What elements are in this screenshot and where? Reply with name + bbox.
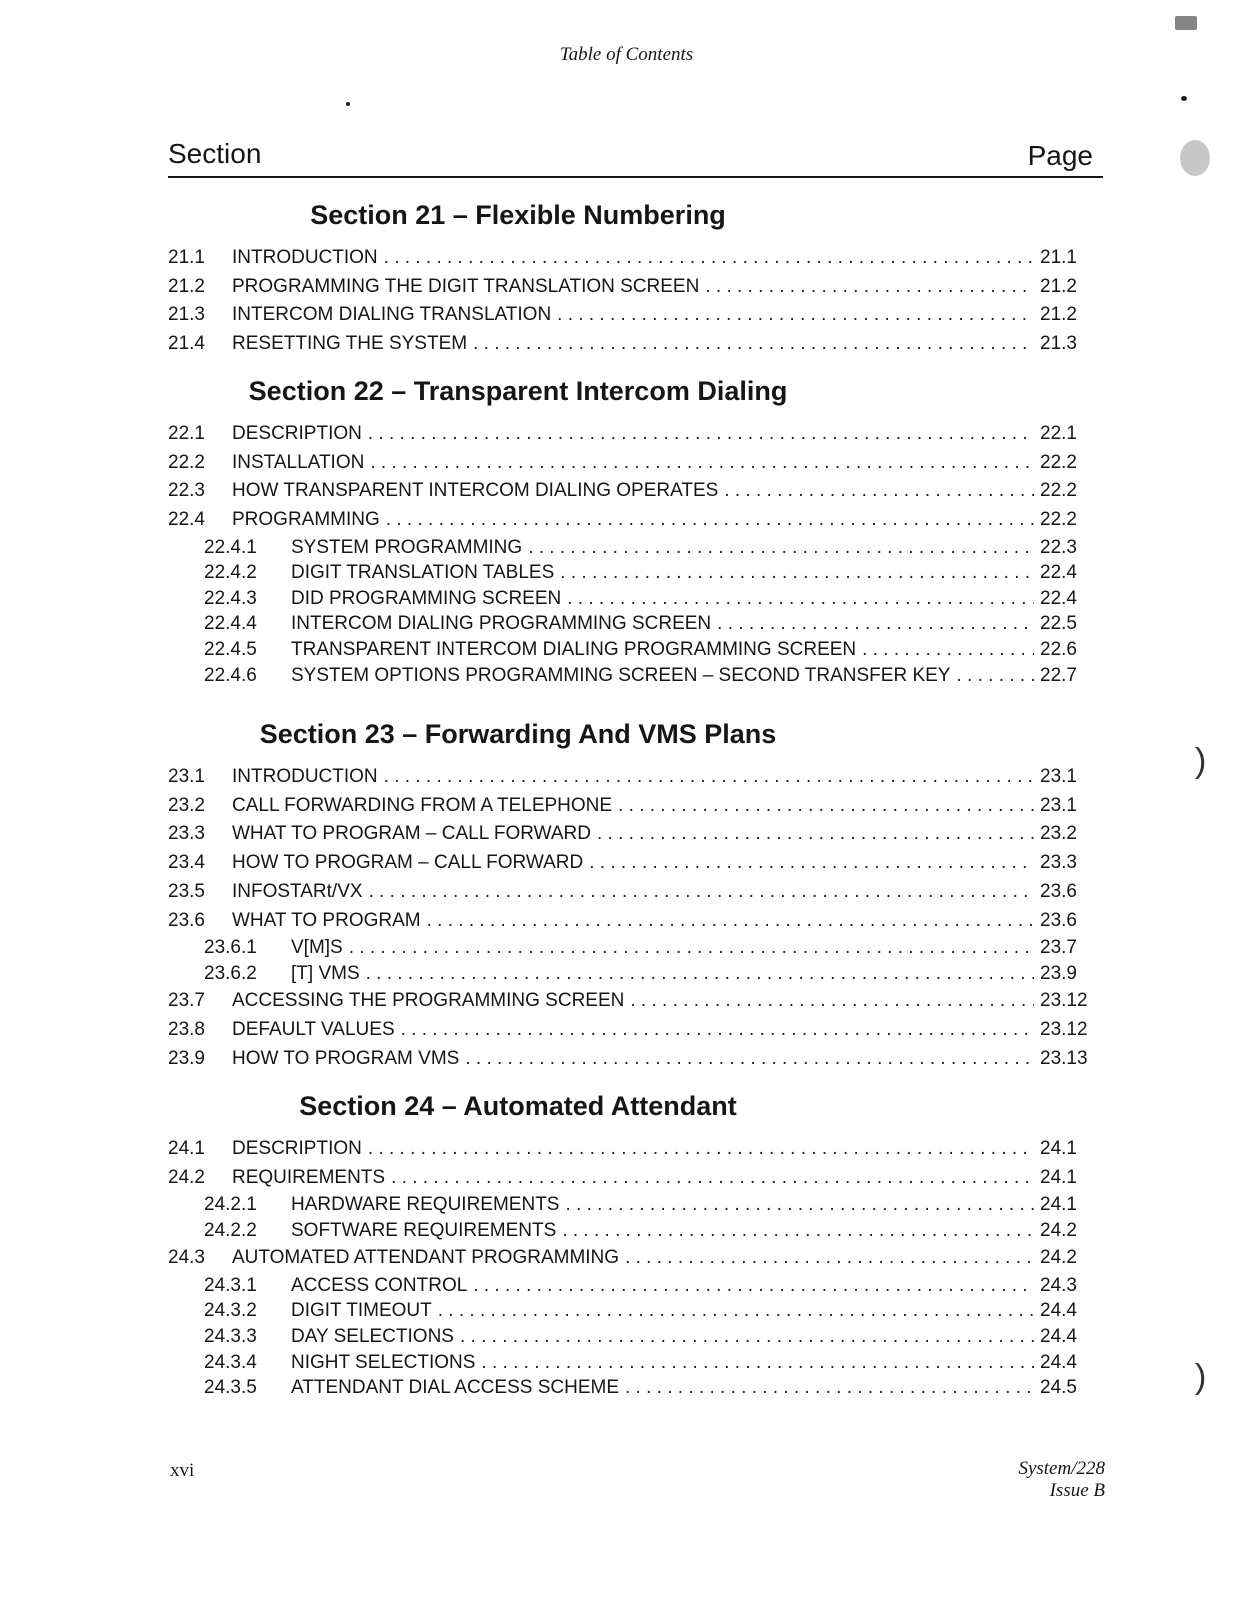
toc-entry[interactable] [168,509,1098,533]
toc-entry-title: PROGRAMMING [232,509,380,531]
toc-entry-page: 24.4 [1040,1326,1077,1347]
toc-entry-title: V[M]S [291,937,343,958]
toc-entry-title: DIGIT TRANSLATION TABLES [291,562,555,584]
toc-entry-title: HARDWARE REQUIREMENTS [291,1194,560,1216]
toc-entry[interactable] [168,823,1098,847]
toc-entry-number: 22.4.4 [204,613,257,635]
toc-entry[interactable] [168,562,1098,586]
scan-speck [1175,16,1197,30]
toc-entry[interactable] [168,1300,1098,1324]
toc-leader-dots [401,1019,1034,1041]
column-label-page: Page [1027,140,1093,171]
footer-page-number: xvi [170,1460,195,1481]
margin-bracket-mark: ) [1195,1358,1207,1396]
toc-leader-dots [473,333,1034,355]
toc-entry-title: HOW TO PROGRAM VMS [232,1047,460,1069]
toc-entry-page: 23.7 [1040,937,1077,958]
toc-entry-page: 24.1 [1040,1166,1077,1188]
toc-leader-dots [618,795,1034,817]
toc-leader-dots [625,1247,1034,1269]
toc-leader-dots [567,588,1034,610]
toc-entry-number: 23.6 [168,909,205,931]
toc-entry-number: 22.1 [168,423,205,444]
toc-entry-page: 24.2 [1040,1247,1077,1269]
toc-entry-page: 22.2 [1040,509,1077,531]
toc-leader-dots [384,247,1034,269]
toc-entry-title: DESCRIPTION [232,423,362,444]
toc-leader-dots [481,1352,1034,1374]
toc-leader-dots [349,937,1034,959]
toc-entry-number: 22.4.1 [204,536,257,558]
toc-entry-number: 24.3.1 [204,1274,257,1296]
toc-leader-dots [724,480,1034,502]
toc-entry-page: 24.1 [1040,1194,1077,1216]
toc-entry-number: 23.3 [168,823,205,845]
toc-entry[interactable] [168,1138,1098,1162]
toc-leader-dots [630,990,1034,1012]
toc-entry[interactable] [168,1220,1098,1244]
toc-entry-number: 24.2 [168,1166,205,1188]
toc-entry-title: INTRODUCTION [232,247,378,268]
toc-entry[interactable] [168,937,1098,961]
toc-entry-title: NIGHT SELECTIONS [291,1351,476,1373]
margin-bracket-mark: ) [1195,742,1207,780]
toc-leader-dots [705,276,1034,298]
toc-entry[interactable] [168,1019,1098,1043]
toc-entry-number: 24.3.3 [204,1326,257,1347]
footer-doc-info [1018,1458,1105,1502]
toc-entry-title: WHAT TO PROGRAM [232,909,421,931]
toc-entry-page: 21.2 [1040,304,1077,326]
toc-entry[interactable] [168,247,1098,271]
toc-entry-page: 23.2 [1040,823,1077,845]
toc-entry-page: 24.2 [1040,1219,1077,1241]
toc-leader-dots [717,613,1034,635]
toc-entry-number: 21.4 [168,333,205,355]
toc-leader-dots [368,423,1034,445]
toc-entry-number: 24.2.2 [204,1219,257,1241]
toc-entry[interactable] [168,795,1098,819]
toc-entry-number: 24.3.2 [204,1300,257,1322]
toc-entry-page: 22.7 [1040,664,1077,686]
toc-entry-title: DEFAULT VALUES [232,1018,395,1040]
toc-leader-dots [366,963,1034,985]
scan-speck [1181,96,1187,101]
toc-leader-dots [370,452,1034,474]
toc-entry-number: 24.3 [168,1247,205,1269]
toc-entry-title: [T] VMS [291,962,360,984]
toc-entry[interactable] [168,963,1098,987]
toc-leader-dots [625,1377,1034,1399]
toc-entry[interactable] [168,665,1098,689]
toc-entry[interactable] [168,639,1098,663]
toc-entry-title: CALL FORWARDING FROM A TELEPHONE [232,794,613,816]
toc-entry-page: 22.1 [1040,423,1077,444]
toc-entry-number: 22.4.3 [204,587,257,609]
toc-entry-page: 23.1 [1040,794,1077,816]
toc-entry-title: RESETTING THE SYSTEM [232,333,468,355]
toc-entry[interactable] [168,990,1098,1014]
toc-leader-dots [589,852,1034,874]
toc-entry-page: 23.9 [1040,962,1077,984]
toc-entry[interactable] [168,1377,1098,1401]
toc-entry[interactable] [168,1048,1098,1072]
toc-entry-title: INTERCOM DIALING TRANSLATION [232,304,552,326]
section-title: Section 21 – Flexible Numbering [310,200,726,230]
toc-entry-number: 22.4.5 [204,639,257,660]
toc-entry-title: HOW TRANSPARENT INTERCOM DIALING OPERATES [232,480,719,502]
toc-entry[interactable] [168,333,1098,357]
toc-leader-dots [460,1326,1034,1348]
toc-entry-page: 24.4 [1040,1300,1077,1322]
toc-entry-page: 23.12 [1040,1018,1088,1040]
toc-entry-number: 22.3 [168,480,205,502]
toc-entry-page: 22.4 [1040,587,1077,609]
toc-entry-number: 23.6.1 [204,937,257,958]
toc-entry[interactable] [168,304,1098,328]
toc-entry-page: 23.1 [1040,766,1077,787]
toc-entry-number: 21.3 [168,304,205,326]
toc-entry[interactable] [168,1352,1098,1376]
toc-entry-page: 23.13 [1040,1047,1088,1069]
toc-leader-dots [528,537,1034,559]
toc-entry-title: INTRODUCTION [232,766,378,787]
toc-entry-title: PROGRAMMING THE DIGIT TRANSLATION SCREEN [232,275,700,297]
section-title: Section 22 – Transparent Intercom Dialing [248,376,788,406]
toc-entry-number: 24.1 [168,1138,205,1159]
toc-entry[interactable] [168,881,1098,905]
toc-entry[interactable] [168,1167,1098,1191]
toc-entry[interactable] [168,480,1098,504]
toc-entry-page: 22.2 [1040,451,1077,473]
toc-leader-dots [597,823,1034,845]
toc-entry-number: 24.2.1 [204,1194,257,1216]
toc-entry-number: 24.3.5 [204,1377,257,1399]
scan-speck [1180,140,1210,176]
toc-entry-title: DAY SELECTIONS [291,1326,454,1347]
toc-entry[interactable] [168,276,1098,300]
toc-entry-number: 23.6.2 [204,962,257,984]
toc-entry[interactable] [168,1247,1098,1271]
toc-entry-title: INTERCOM DIALING PROGRAMMING SCREEN [291,613,712,635]
column-header [168,136,1103,178]
toc-entry-title: ATTENDANT DIAL ACCESS SCHEME [291,1377,619,1399]
toc-entry-number: 24.3.4 [204,1351,257,1373]
toc-leader-dots [956,665,1034,687]
toc-entry-number: 22.4.2 [204,562,257,584]
toc-entry-number: 23.9 [168,1047,205,1069]
toc-entry[interactable] [168,1194,1098,1218]
toc-entry-page: 23.6 [1040,880,1077,902]
toc-entry-number: 23.2 [168,794,205,816]
toc-entry-title: AUTOMATED ATTENDANT PROGRAMMING [232,1247,620,1269]
toc-entry-number: 23.5 [168,880,205,902]
toc-leader-dots [368,1138,1034,1160]
toc-leader-dots [438,1300,1034,1322]
toc-entry-number: 21.1 [168,247,205,268]
toc-entry-page: 22.2 [1040,480,1077,502]
column-label-section: Section [168,138,262,169]
toc-entry[interactable] [168,588,1098,612]
toc-entry-page: 21.1 [1040,247,1077,268]
toc-entry-number: 23.7 [168,990,205,1012]
toc-entry-title: TRANSPARENT INTERCOM DIALING PROGRAMMING SCREEN [291,639,857,660]
toc-entry-page: 22.4 [1040,562,1077,584]
toc-entry-title: REQUIREMENTS [232,1166,386,1188]
toc-entry-title: DIGIT TIMEOUT [291,1300,432,1322]
section-title: Section 23 – Forwarding And VMS Plans [259,719,777,749]
toc-leader-dots [565,1194,1034,1216]
toc-entry[interactable] [168,537,1098,561]
toc-entry-number: 22.2 [168,451,205,473]
scan-speck [346,102,350,106]
toc-entry-title: INFOSTARt/VX [232,880,363,902]
toc-leader-dots [369,881,1034,903]
toc-leader-dots [557,304,1034,326]
toc-entry-title: WHAT TO PROGRAM – CALL FORWARD [232,823,591,845]
toc-leader-dots [391,1167,1034,1189]
toc-entry[interactable] [168,452,1098,476]
toc-entry[interactable] [168,910,1098,934]
toc-entry-page: 24.4 [1040,1351,1077,1373]
toc-entry-page: 23.6 [1040,909,1077,931]
toc-leader-dots [465,1048,1034,1070]
toc-entry-page: 22.5 [1040,613,1077,635]
toc-entry-number: 23.1 [168,766,205,787]
toc-entry[interactable] [168,766,1098,790]
toc-entry-number: 22.4.6 [204,664,257,686]
toc-leader-dots [560,562,1034,584]
toc-entry[interactable] [168,613,1098,637]
toc-entry-page: 23.12 [1040,990,1088,1012]
toc-leader-dots [427,910,1034,932]
toc-entry-page: 21.3 [1040,333,1077,355]
toc-entry-title: DESCRIPTION [232,1138,362,1159]
toc-entry-number: 22.4 [168,509,205,531]
toc-entry-title: SYSTEM OPTIONS PROGRAMMING SCREEN – SECOND TRANSFER KEY [291,664,951,686]
footer-issue: Issue B [1049,1480,1105,1501]
toc-entry[interactable] [168,423,1098,447]
toc-entry-page: 21.2 [1040,275,1077,297]
toc-entry-number: 23.8 [168,1018,205,1040]
toc-entry-number: 23.4 [168,852,205,874]
toc-leader-dots [384,766,1034,788]
toc-entry-title: ACCESSING THE PROGRAMMING SCREEN [232,990,625,1012]
toc-entry[interactable] [168,1275,1098,1299]
toc-entry-page: 24.3 [1040,1274,1077,1296]
toc-leader-dots [386,509,1034,531]
toc-entry-page: 22.6 [1040,639,1077,660]
toc-entry-page: 24.1 [1040,1138,1077,1159]
toc-entry-title: SOFTWARE REQUIREMENTS [291,1219,557,1241]
toc-leader-dots [562,1220,1034,1242]
toc-entry-page: 24.5 [1040,1377,1077,1399]
toc-leader-dots [473,1275,1034,1297]
footer-doc-name: System/228 [1018,1458,1105,1479]
toc-entry-title: SYSTEM PROGRAMMING [291,536,523,558]
toc-entry[interactable] [168,1326,1098,1350]
toc-entry[interactable] [168,852,1098,876]
toc-entry-page: 23.3 [1040,852,1077,874]
toc-entry-title: INSTALLATION [232,451,365,473]
running-title: Table of Contents [559,44,694,65]
toc-entry-title: ACCESS CONTROL [291,1274,468,1296]
toc-entry-page: 22.3 [1040,536,1077,558]
toc-entry-title: HOW TO PROGRAM – CALL FORWARD [232,852,584,874]
section-title: Section 24 – Automated Attendant [299,1091,737,1121]
toc-entry-title: DID PROGRAMMING SCREEN [291,587,562,609]
toc-entry-number: 21.2 [168,275,205,297]
toc-leader-dots [862,639,1034,661]
